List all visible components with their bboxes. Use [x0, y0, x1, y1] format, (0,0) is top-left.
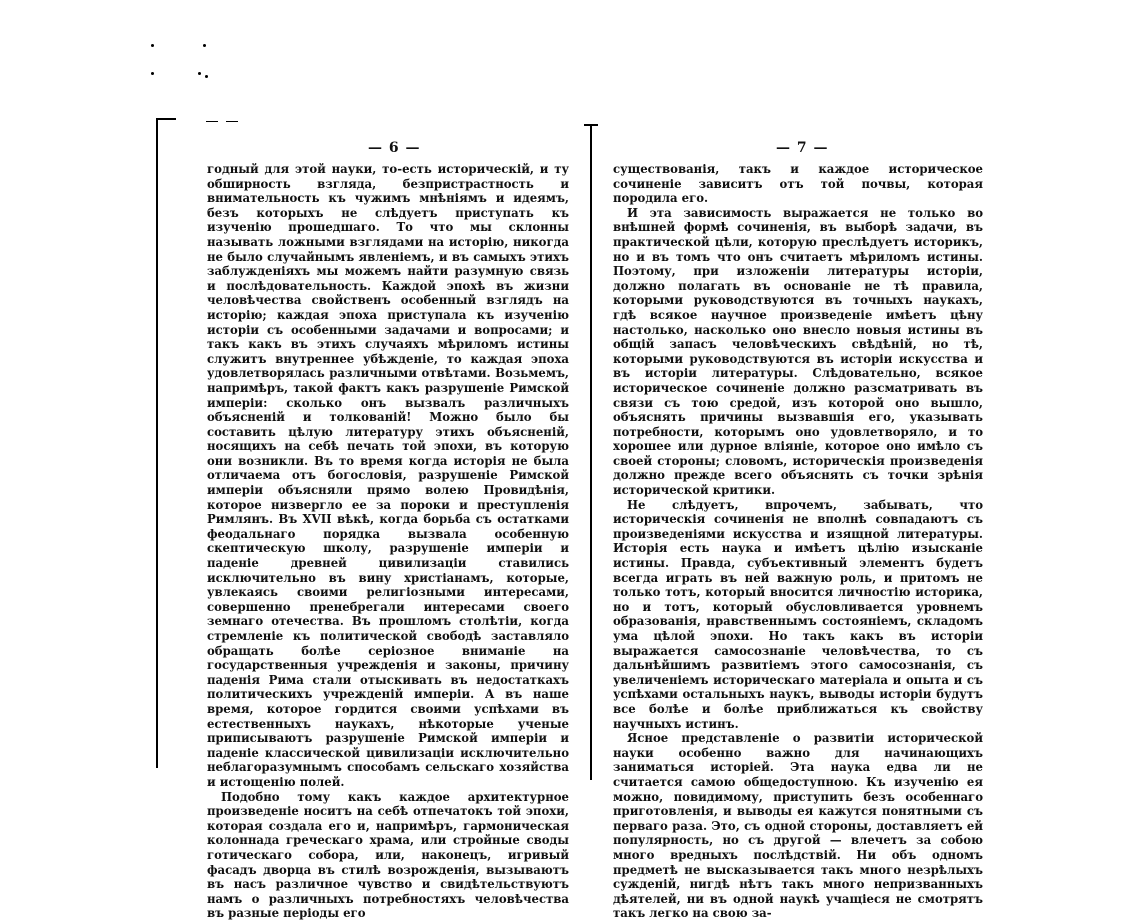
paragraph: Подобно тому какъ каждое архитектурное произведеніе носитъ на себѣ отпечатокъ той эпохи, которая создала его и, напримѣръ, гармоническая колоннада греческаго храма, или стройные своды готическаго собора, или, наконецъ, игривый фасадъ дворца въ стилѣ возрожденія, вызываютъ въ насъ различное чувство и свидѣтельствуютъ намъ о различныхъ потребностяхъ человѣчества въ разные періоды его — [207, 789, 569, 921]
frame-dash — [206, 121, 218, 122]
scan-speck — [151, 44, 154, 47]
scan-speck — [203, 44, 206, 47]
left-page-frame-edge — [156, 118, 158, 768]
scan-speck — [205, 75, 208, 78]
left-page-text — [207, 162, 569, 921]
page-number-right: — 7 — — [776, 140, 829, 156]
scan-speck — [151, 72, 154, 75]
scan-speck — [198, 72, 201, 75]
paragraph: существованія, такъ и каждое историческое сочиненіе зависитъ отъ той почвы, которая породила его. — [613, 162, 983, 206]
paragraph: Ясное представленіе о развитіи исторической науки особенно важно для начинающихъ заниматься исторіей. Эта наука едва ли не считается самою общедоступною. Къ изученію ея можно, повидимому, приступить безъ особеннаго приготовленія, и выводы ея кажутся понятными съ перваго раза. Это, съ одной стороны, доставляетъ ей популярность, но съ другой — влечетъ за собою много вредныхъ послѣдствій. Ни объ одномъ предметѣ не высказывается такъ много незрѣлыхъ сужденій, нигдѣ нѣтъ такъ много непризванныхъ дѣятелей, ни въ одной наукѣ учащіеся не смотрятъ такъ легко на свою за- — [613, 731, 983, 921]
left-page-frame-top — [156, 118, 176, 120]
page-number-left: — 6 — — [368, 140, 421, 156]
frame-dash — [226, 121, 238, 122]
gutter-divider — [590, 124, 592, 780]
paragraph: годный для этой науки, то-есть историческій, и ту обширность взгляда, безпристрастность и внимательность къ чужимъ мнѣніямъ и идеямъ, безъ которыхъ не слѣдуетъ приступать къ изученію прошедшаго. То что мы склонны называть ложными взглядами на исторію, никогда не было случайнымъ явленіемъ, и въ самыхъ этихъ заблужденіяхъ мы можемъ найти разумную связь и послѣдовательность. Каждой эпохѣ въ жизни человѣчества свойственъ особенный взглядъ на исторію; каждая эпоха приступала къ изученію исторіи съ особенными задачами и вопросами; и такъ какъ въ этихъ случаяхъ мѣриломъ истины служитъ внутреннее убѣжденіе, то каждая эпоха удовлетворялась различными отвѣтами. Возьмемъ, напримѣръ, такой фактъ какъ разрушеніе Римской имперіи: сколько онъ вызвалъ различныхъ объясненій и толкованій! Можно было бы составить цѣлую литературу этихъ объясненій, носящихъ на себѣ печать той эпохи, въ которую они возникли. Въ то время когда исторія не была отличаема отъ богословія, разрушеніе Римской имперіи объясняли прямо волею Провидѣнія, которое низвергло ее за пороки и преступленія Римлянъ. Въ XVII вѣкѣ, когда борьба съ остатками феодальнаго порядка вызвала особенную скептическую школу, разрушеніе имперіи и паденіе древней цивилизаціи ставились исключительно въ вину христіанамъ, которые, увлекаясь своими религіозными интересами, совершенно пренебрегали интересами своего земнаго отечества. Въ прошломъ столѣтіи, когда стремленіе къ политической свободѣ заставляло обращать болѣе серіозное вниманіе на государственныя учрежденія и законы, причину паденія Рима стали отыскивать въ недостаткахъ политическихъ учрежденій имперіи. А въ наше время, которое гордится своими успѣхами въ естественныхъ наукахъ, нѣкоторые ученые приписываютъ разрушеніе Римской имперіи и паденіе классической цивилизаціи исключительно неблагоразумнымъ способамъ сельскаго хозяйства и истощенію полей. — [207, 162, 569, 789]
paragraph: Не слѣдуетъ, впрочемъ, забывать, что историческія сочиненія не вполнѣ совпадаютъ съ произведеніями искусства и изящной литературы. Исторія есть наука и имѣетъ цѣлію изысканіе истины. Правда, субъективный элементъ будетъ всегда играть въ ней важную роль, и притомъ не только тотъ, который вносится личностію историка, но и тотъ, который обусловливается уровнемъ образованія, нравственнымъ состояніемъ, складомъ ума цѣлой эпохи. Но такъ какъ въ исторіи выражается самосознаніе человѣчества, то съ дальнѣйшимъ развитіемъ этого самосознанія, съ увеличеніемъ историческаго матеріала и опыта и съ успѣхами остальныхъ наукъ, выводы исторіи будутъ все болѣе и болѣе приближаться къ свойству научныхъ истинъ. — [613, 497, 983, 731]
paragraph: И эта зависимость выражается не только во внѣшней формѣ сочиненія, въ выборѣ задачи, въ практической цѣли, которую преслѣдуетъ историкъ, но и въ томъ что онъ считаетъ мѣриломъ истины. Поэтому, при изложеніи литературы исторіи, должно полагать въ основаніе не тѣ правила, которыми руководствуются въ точныхъ наукахъ, гдѣ всякое научное произведеніе имѣетъ цѣну настолько, насколько оно внесло новыя истины въ общій запасъ человѣческихъ свѣдѣній, но тѣ, которыми руководствуются въ исторіи искусства и въ исторіи литературы. Слѣдовательно, всякое историческое сочиненіе должно разсматривать въ связи съ тою средой, изъ которой оно вышло, объяснять причины вызвавшія его, указывать потребности, которымъ оно удовлетворяло, и то хорошее или дурное вліяніе, которое оно имѣло съ своей стороны; словомъ, историческія произведенія должно прежде всего объяснять съ точки зрѣнія исторической критики. — [613, 205, 983, 498]
right-page-text — [613, 162, 983, 921]
